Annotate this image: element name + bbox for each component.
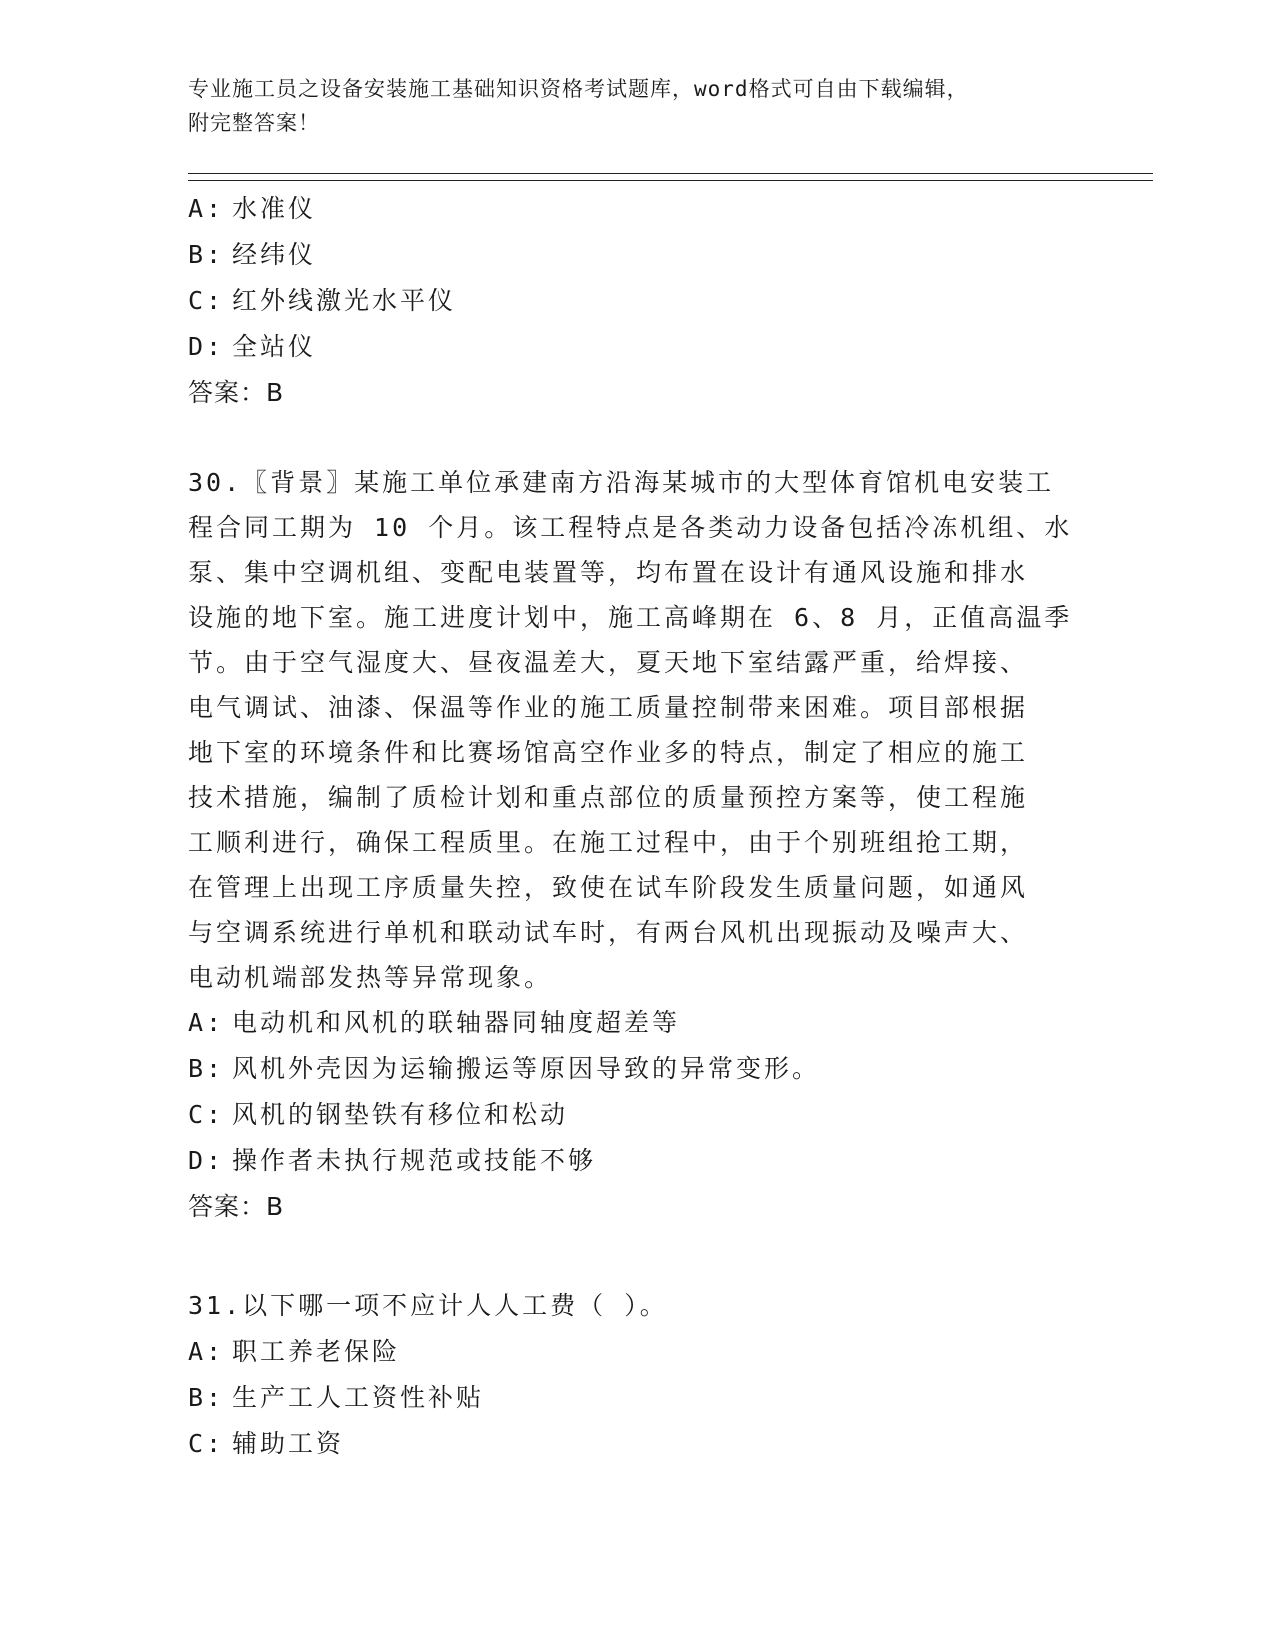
document-header: [188, 72, 1068, 140]
header-divider-top: [188, 173, 1153, 174]
option-c: C: 风机的钢垫铁有移位和松动: [188, 1100, 569, 1129]
question-stem-line: 与空调系统进行单机和联动试车时，有两台风机出现振动及噪声大、: [188, 918, 1029, 947]
question-29-block: [188, 186, 1108, 416]
option-c: C: 辅助工资: [188, 1429, 345, 1458]
question-stem-line: 技术措施，编制了质检计划和重点部位的质量预控方案等，使工程施: [188, 783, 1029, 812]
header-line-2: 附完整答案！: [188, 111, 320, 135]
header-line-1: 专业施工员之设备安装施工基础知识资格考试题库，word格式可自由下载编辑，: [188, 77, 969, 101]
question-stem-line: 节。由于空气湿度大、昼夜温差大，夏天地下室结露严重，给焊接、: [188, 648, 1029, 677]
question-stem-line: 30.〖背景〗某施工单位承建南方沿海某城市的大型体育馆机电安装工: [188, 468, 1055, 497]
option-a: A: 电动机和风机的联轴器同轴度超差等: [188, 1008, 681, 1037]
answer-label: 答案：B: [188, 1192, 285, 1221]
option-a: A: 水准仪: [188, 194, 317, 223]
question-30-block: [188, 460, 1108, 1230]
answer-label: 答案：B: [188, 378, 285, 407]
question-stem-line: 在管理上出现工序质量失控，致使在试车阶段发生质量问题，如通风: [188, 873, 1029, 902]
question-stem-line: 地下室的环境条件和比赛场馆高空作业多的特点，制定了相应的施工: [188, 738, 1029, 767]
question-stem-line: 电气调试、油漆、保温等作业的施工质量控制带来困难。项目部根据: [188, 693, 1029, 722]
question-stem-line: 设施的地下室。施工进度计划中，施工高峰期在 6、8 月，正值高温季: [188, 603, 1073, 632]
question-stem-line: 程合同工期为 10 个月。该工程特点是各类动力设备包括冷冻机组、水: [188, 513, 1073, 542]
option-b: B: 经纬仪: [188, 240, 317, 269]
option-a: A: 职工养老保险: [188, 1337, 401, 1366]
option-c: C: 红外线激光水平仪: [188, 286, 457, 315]
question-stem-line: 电动机端部发热等异常现象。: [188, 963, 553, 992]
option-b: B: 生产工人工资性补贴: [188, 1383, 485, 1412]
option-d: D: 全站仪: [188, 332, 317, 361]
question-stem-line: 泵、集中空调机组、变配电装置等，均布置在设计有通风设施和排水: [188, 558, 1029, 587]
question-31-block: [188, 1283, 1108, 1467]
option-b: B: 风机外壳因为运输搬运等原因导致的异常变形。: [188, 1054, 821, 1083]
question-stem-line: 工顺利进行，确保工程质里。在施工过程中，由于个别班组抢工期，: [188, 828, 1029, 857]
header-divider-bottom: [188, 180, 1153, 181]
question-stem: 31.以下哪一项不应计人人工费（ ）。: [188, 1291, 668, 1320]
option-d: D: 操作者未执行规范或技能不够: [188, 1146, 597, 1175]
